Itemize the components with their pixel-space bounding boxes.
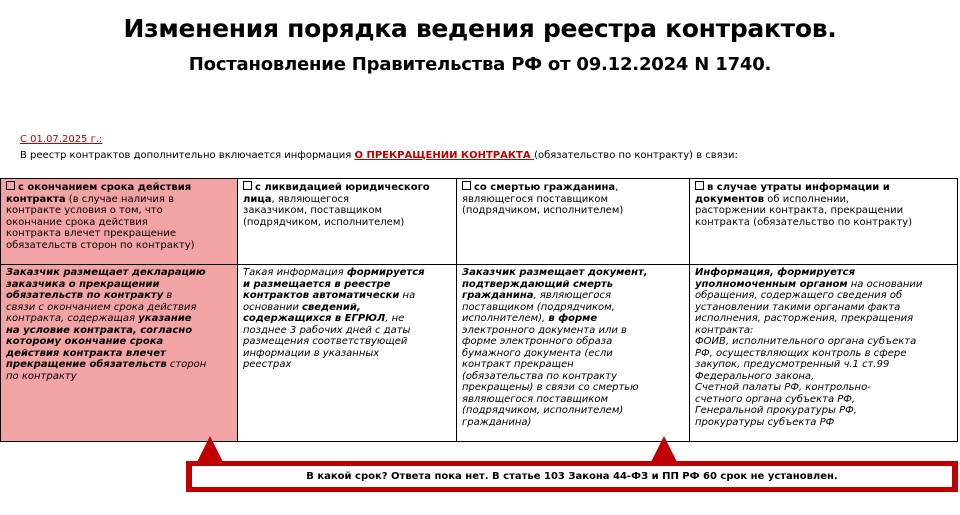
callout-pointer-right — [650, 436, 678, 464]
callout-pointer-left — [196, 436, 224, 464]
text-run: контракта: — [695, 324, 754, 336]
intro-before: В реестр контрактов дополнительно включается информация — [20, 150, 355, 161]
text-run: указание — [138, 313, 192, 324]
text-run: , не — [385, 313, 405, 324]
text-run: заказчика о прекращении — [6, 278, 160, 290]
text-run: , — [615, 182, 619, 193]
text-run: закупок, предусмотренный ч.1 ст.99 — [695, 359, 890, 370]
text-run: прокуратуры субъекта РФ — [695, 416, 835, 428]
effective-date: С 01.07.2025 г.: — [20, 134, 103, 145]
text-run: содержащихся в ЕГРЮЛ — [243, 313, 386, 324]
text-run: сведений, — [302, 301, 361, 313]
text-run: заказчиком, поставщиком — [243, 205, 383, 216]
text-run: контракте условия о том, что — [6, 205, 163, 216]
text-run: обязательств сторон по контракту) — [6, 239, 195, 251]
text-run: Генеральной прокуратуры РФ, — [695, 405, 857, 416]
text-run: на основании — [847, 278, 923, 290]
text-run: которому окончание срока — [6, 336, 164, 347]
intro-after: (обязательство по контракту) в связи: — [534, 150, 738, 161]
text-run: контракта, содержащая — [6, 313, 139, 324]
text-run: формируется — [346, 267, 425, 278]
text-run: контракта — [6, 193, 66, 205]
text-run: обращения, содержащего сведения об — [695, 290, 903, 301]
text-run: контракта (обязательство по контракту) — [695, 216, 913, 228]
text-run: Заказчик размещает декларацию — [6, 267, 206, 278]
text-run: лица — [243, 193, 272, 205]
text-run: ФОИВ, исполнительного органа субъекта — [695, 336, 917, 347]
text-run: на — [399, 290, 416, 301]
text-run: и размещается в реестре — [243, 278, 391, 290]
text-run: исполнителем), — [462, 313, 549, 324]
page-title: Изменения порядка ведения реестра контрактов. — [123, 14, 837, 43]
text-run: исполнения, расторжения, прекращения — [695, 313, 914, 324]
text-run: информации в указанных — [243, 347, 380, 359]
text-run: размещения соответствующей — [243, 336, 408, 347]
text-run: уполномоченным органом — [695, 278, 848, 290]
text-run: основании — [243, 301, 303, 313]
text-run: со смертью гражданина — [474, 182, 616, 193]
text-run: об исполнении, — [764, 193, 850, 205]
text-run: с ликвидацией юридического — [255, 182, 430, 193]
text-run: (подрядчиком, исполнителем) — [462, 205, 624, 216]
text-run: гражданина) — [462, 416, 532, 428]
text-run: документов — [695, 193, 765, 205]
text-run: являющегося поставщиком — [462, 393, 608, 405]
text-run: поставщиком (подрядчиком, — [462, 301, 615, 313]
text-run: счетного органа субъекта РФ, — [695, 393, 856, 405]
text-run: контрактов автоматически — [243, 290, 400, 301]
text-run: связи с окончанием срока действия — [6, 301, 197, 313]
text-run: окончание срока действия — [6, 216, 148, 228]
text-run: Заказчик размещает документ, — [462, 267, 648, 278]
text-run: Счетной палаты РФ, контрольно- — [695, 382, 871, 393]
text-run: , являющегося — [533, 290, 612, 301]
callout-text: В какой срок? Ответа пока нет. В статье 103 Закона 44-ФЗ и ПП РФ 60 срок не установлен. — [192, 466, 952, 487]
text-run: форме электронного образа — [462, 336, 613, 347]
text-run: сторон — [166, 359, 207, 370]
text-run: РФ, осуществляющих контроль в сфере — [695, 347, 907, 359]
intro-highlight: О ПРЕКРАЩЕНИИ КОНТРАКТА — [354, 150, 535, 161]
text-run: (обязательства по контракту — [462, 370, 618, 382]
text-run: с окончанием срока действия — [18, 182, 192, 193]
text-run: реестрах — [243, 359, 292, 370]
text-run: (в случае наличия в — [65, 193, 174, 205]
text-run: Федерального закона, — [695, 370, 815, 382]
text-run: Информация, формируется — [695, 267, 856, 278]
text-run: в случае утраты информации и — [707, 182, 890, 193]
text-run: электронного документа или в — [462, 324, 627, 336]
text-run: контракта влечет прекращение — [6, 228, 176, 239]
text-run: по контракту — [6, 370, 77, 382]
text-run: в форме — [548, 313, 598, 324]
text-run: гражданина — [462, 290, 534, 301]
text-run: установлении такими органами факта — [695, 301, 901, 313]
text-run: (подрядчиком, исполнителем) — [243, 216, 405, 228]
text-run: прекращение обязательств — [6, 359, 167, 370]
text-run: (подрядчиком, исполнителем) — [462, 405, 624, 416]
text-run: бумажного документа (если — [462, 347, 613, 359]
text-run: прекращены) в связи со смертью — [462, 382, 639, 393]
text-run: в — [163, 290, 173, 301]
text-run: позднее 3 рабочих дней с даты — [243, 324, 411, 336]
text-run: , являющегося — [271, 193, 350, 205]
text-run: действия контракта влечет — [6, 347, 166, 359]
text-run: подтверждающий смерть — [462, 278, 614, 290]
text-run: на условие контракта, согласно — [6, 324, 193, 336]
text-run: контракт прекращен — [462, 359, 574, 370]
text-run: расторжении контракта, прекращении — [695, 205, 904, 216]
page-subtitle: Постановление Правительства РФ от 09.12.2024 N 1740. — [188, 54, 772, 75]
text-run: обязательств по контракту — [6, 290, 164, 301]
text-run: Такая информация — [243, 267, 347, 278]
text-run: являющегося поставщиком — [462, 193, 608, 205]
